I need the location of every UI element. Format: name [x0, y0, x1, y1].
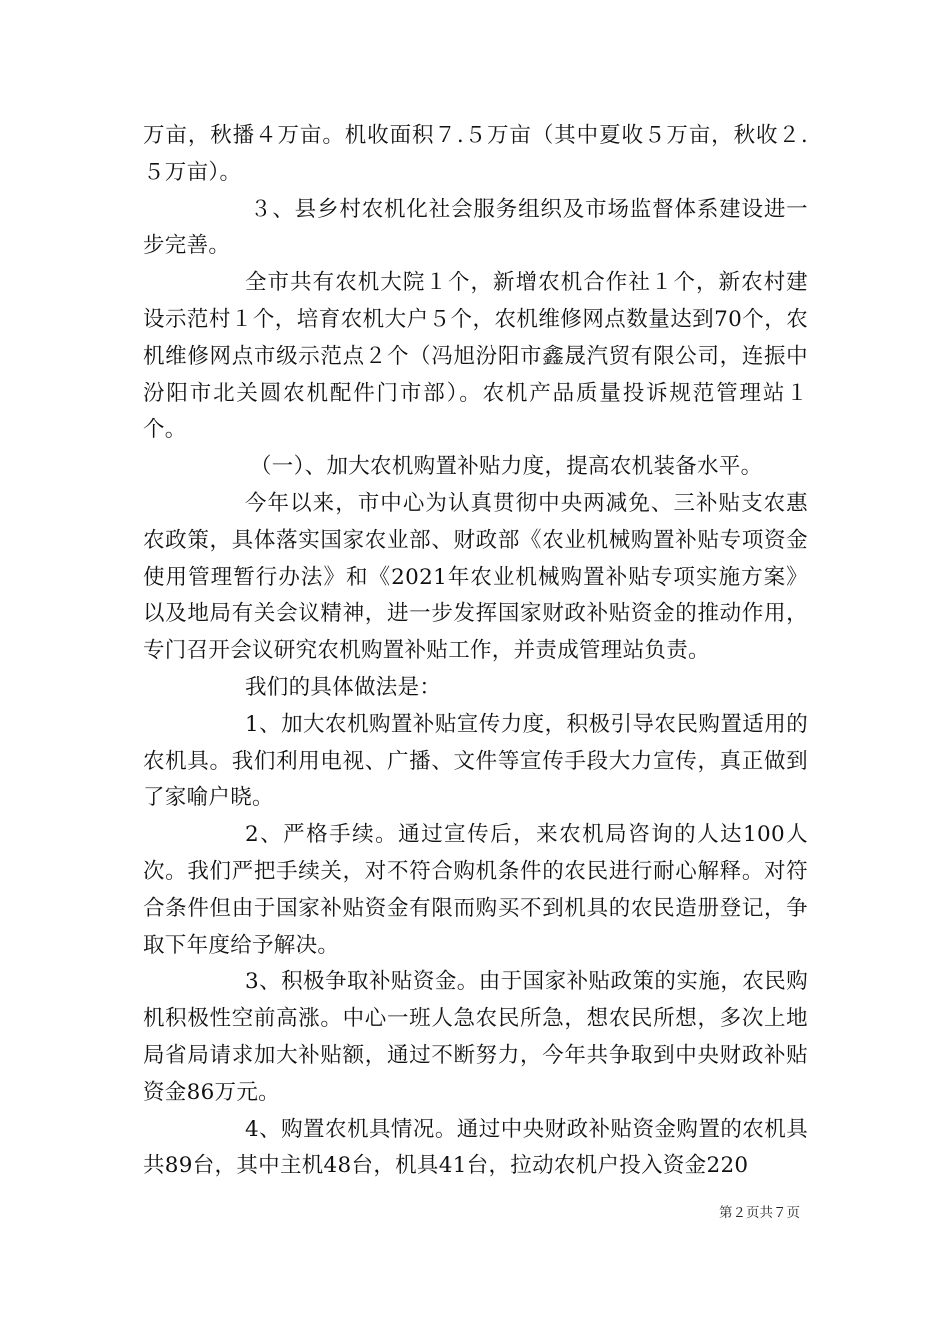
paragraph-2: ３、县乡村农机化社会服务组织及市场监督体系建设进一步完善。: [143, 196, 808, 259]
page-number: 第２页共７页: [719, 1205, 800, 1221]
document-body: [143, 118, 808, 1185]
section-heading: （一）、加大农机购置补贴力度，提高农机装备水平。: [250, 454, 763, 480]
paragraph-7: 2、严格手续。通过宣传后，来农机局咨询的人达100人次。我们严把手续关，对不符合购机条件的农民进行耐心解释。对符合条件但由于国家补贴资金有限而购买不到机具的农民造册登记，争取下年度给予解决。: [143, 822, 808, 958]
paragraph-9: 4、购置农机具情况。通过中央财政补贴资金购置的农机具共89台，其中主机48台，机具41台，拉动农机户投入资金220: [143, 1116, 808, 1179]
paragraph-5: 我们的具体做法是：: [245, 674, 442, 700]
paragraph-6: 1、加大农机购置补贴宣传力度，积极引导农民购置适用的农机具。我们利用电视、广播、文件等宣传手段大力宣传，真正做到了家喻户晓。: [143, 711, 808, 811]
paragraph-3: 全市共有农机大院１个，新增农机合作社１个，新农村建设示范村１个，培育农机大户５个，农机维修网点数量达到70个，农机维修网点市级示范点２个（冯旭汾阳市鑫晟汽贸有限公司，连振中汾阳市北关圆农机配件门市部）。农机产品质量投诉规范管理站１个。: [143, 270, 808, 443]
paragraph-4: 今年以来，市中心为认真贯彻中央两减免、三补贴支农惠农政策，具体落实国家农业部、财政部《农业机械购置补贴专项资金使用管理暂行办法》和《2021年农业机械购置补贴专项实施方案》以及地局有关会议精神，进一步发挥国家财政补贴资金的推动作用，专门召开会议研究农机购置补贴工作，并责成管理站负责。: [143, 490, 808, 664]
paragraph-1: 万亩，秋播４万亩。机收面积７.５万亩（其中夏收５万亩，秋收２.５万亩）。: [143, 123, 808, 185]
paragraph-8: 3、积极争取补贴资金。由于国家补贴政策的实施，农民购机积极性空前高涨。中心一班人急农民所急，想农民所想，多次上地局省局请求加大补贴额，通过不断努力，今年共争取到中央财政补贴资金86万元。: [143, 969, 808, 1105]
